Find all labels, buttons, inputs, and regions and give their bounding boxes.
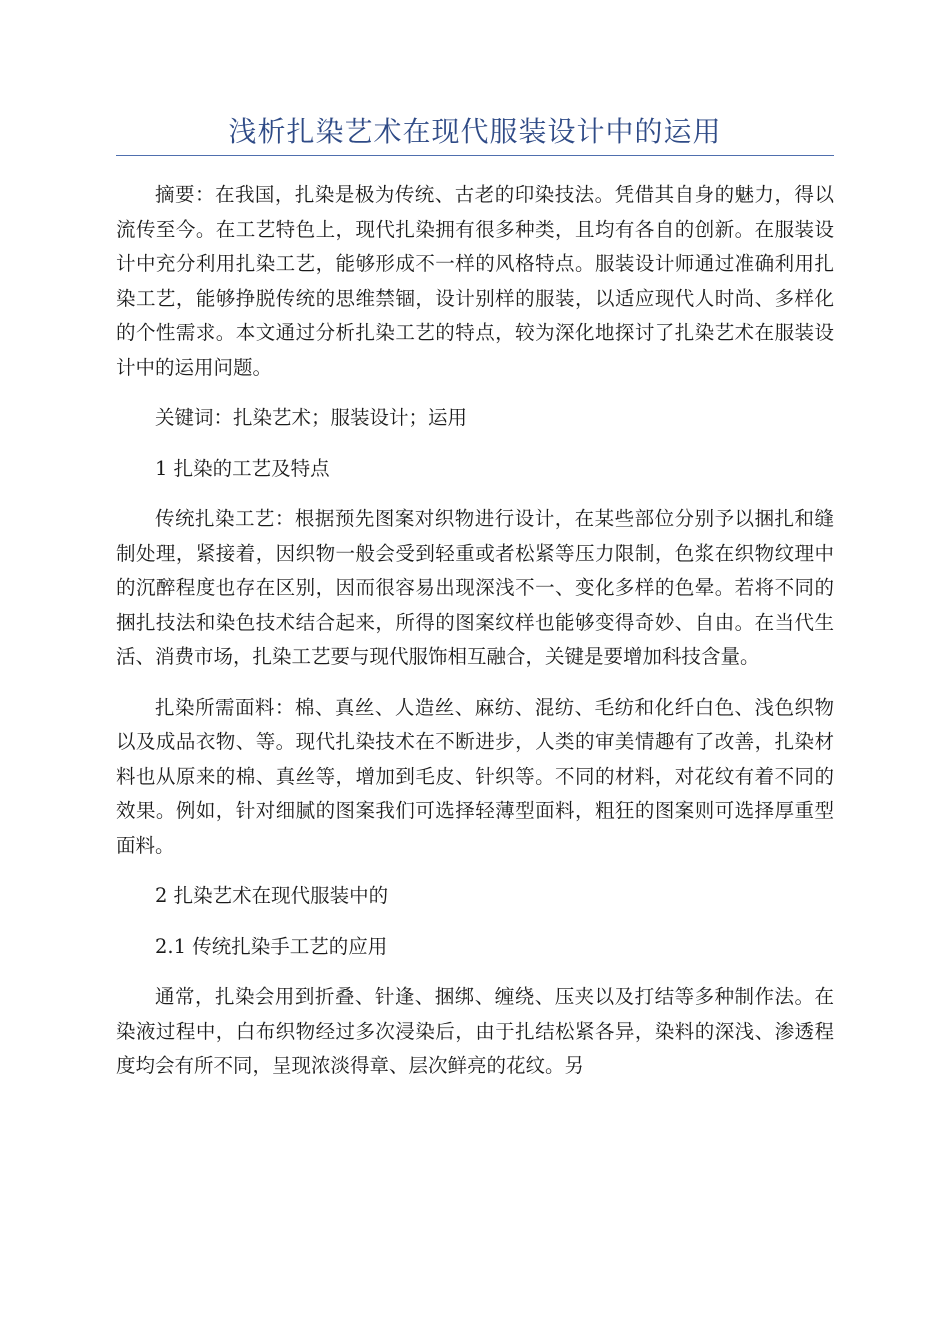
section-1-heading: 1 扎染的工艺及特点 bbox=[155, 456, 330, 480]
title-underline bbox=[116, 155, 834, 156]
abstract-paragraph: 摘要：在我国，扎染是极为传统、古老的印染技法。凭借其自身的魅力，得以流传至今。在工艺特色上，现代扎染拥有很多种类，且均有各自的创新。在服装设计中充分利用扎染工艺，能够形成不一样的风格特点。服装设计师通过准确利用扎染工艺，能够挣脱传统的思维禁锢，设计别样的服装，以适应现代人时尚、多样化的个性需求。本文通过分析扎染工艺的特点，较为深化地探讨了扎染艺术在服装设计中的运用问题。 bbox=[116, 183, 834, 379]
section-1-paragraph-2: 扎染所需面料：棉、真丝、人造丝、麻纺、混纺、毛纺和化纤白色、浅色织物以及成品衣物、等。现代扎染技术在不断进步，人类的审美情趣有了改善，扎染材料也从原来的棉、真丝等，增加到毛皮、针织等。不同的材料，对花纹有着不同的效果。例如，针对细腻的图案我们可选择轻薄型面料，粗狂的图案则可选择厚重型面料。 bbox=[116, 695, 834, 857]
section-2-heading: 2 扎染艺术在现代服装中的 bbox=[155, 884, 389, 907]
section-1-paragraph-1: 传统扎染工艺：根据预先图案对织物进行设计，在某些部位分别予以捆扎和缝制处理，紧接着，因织物一般会受到轻重或者松紧等压力限制，色浆在织物纹理中的沉醉程度也存在区别，因而很容易出现深浅不一、变化多样的色晕。若将不同的捆扎技法和染色技术结合起来，所得的图案纹样也能够变得奇妙、自由。在当代生活、消费市场，扎染工艺要与现代服饰相互融合，关键是要增加科技含量。 bbox=[116, 507, 834, 668]
keywords-line: 关键词：扎染艺术；服装设计；运用 bbox=[155, 406, 468, 429]
section-2-1-heading: 2.1 传统扎染手工艺的应用 bbox=[155, 934, 388, 958]
section-2-1-paragraph-1: 通常，扎染会用到折叠、针逢、捆绑、缠绕、压夹以及打结等多种制作法。在染液过程中，白布织物经过多次浸染后，由于扎结松紧各异，染料的深浅、渗透程度均会有所不同，呈现浓淡得章、层次鲜亮的花纹。另 bbox=[116, 985, 834, 1077]
document-page bbox=[116, 0, 834, 1084]
document-title: 浅析扎染艺术在现代服装设计中的运用 bbox=[228, 115, 722, 148]
